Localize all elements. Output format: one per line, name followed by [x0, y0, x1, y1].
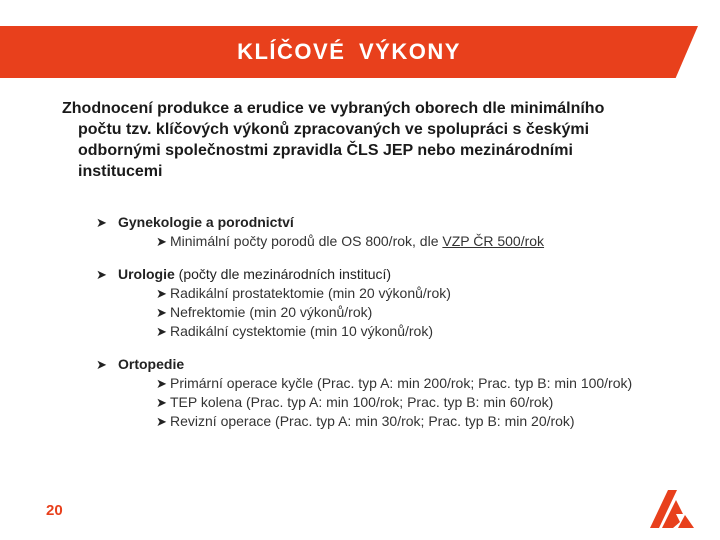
list-item-text: Revizní operace (Prac. typ A: min 30/rok; Prac. typ B: min 20/rok)	[170, 413, 575, 429]
sections-list	[96, 213, 696, 445]
section-note: (počty dle mezinárodních institucí)	[174, 266, 392, 282]
arrow-bullet-icon: ➤	[156, 286, 167, 301]
list-item-text: Radikální cystektomie (min 10 výkonů/rok)	[170, 323, 433, 339]
list-item-text: Primární operace kyčle (Prac. typ A: min 200/rok; Prac. typ B: min 100/rok)	[170, 375, 633, 391]
section-name: Ortopedie	[118, 356, 185, 372]
section-ortopedie	[96, 355, 696, 431]
section-heading	[96, 213, 696, 232]
list-item-text: Minimální počty porodů dle OS 800/rok, dle	[170, 233, 443, 249]
intro-paragraph: Zhodnocení produkce a erudice ve vybraných oborech dle minimálního počtu tzv. klíčových výkonů zpracovaných ve spolupráci s českými odbornými společnostmi zpravidla ČLS JEP nebo mezinárodními institucemi	[62, 100, 605, 180]
list-item-text: Nefrektomie (min 20 výkonů/rok)	[170, 304, 373, 320]
list-item-underlined-text: VZP ČR 500/rok	[442, 233, 545, 249]
section-name: Gynekologie a porodnictví	[118, 214, 294, 230]
section-gynekologie	[96, 213, 696, 251]
arrow-bullet-icon: ➤	[156, 305, 167, 320]
arrow-bullet-icon: ➤	[156, 395, 167, 410]
arrow-bullet-icon: ➤	[156, 414, 167, 429]
section-name: Urologie	[118, 266, 175, 282]
list-item	[156, 232, 646, 251]
arrow-bullet-icon: ➤	[96, 215, 107, 230]
list-item	[156, 303, 646, 322]
list-item	[156, 322, 646, 341]
company-logo-icon	[650, 488, 694, 528]
page-number: 20	[46, 502, 63, 519]
page-title: KLÍČOVÉ VÝKONY	[237, 39, 461, 64]
list-item-text: TEP kolena (Prac. typ A: min 100/rok; Prac. typ B: min 60/rok)	[170, 394, 554, 410]
section-heading	[96, 355, 696, 374]
section-urologie	[96, 265, 696, 341]
section-heading	[96, 265, 696, 284]
arrow-bullet-icon: ➤	[156, 234, 167, 249]
list-item	[156, 374, 646, 393]
list-item-text: Radikální prostatektomie (min 20 výkonů/rok)	[170, 285, 451, 301]
arrow-bullet-icon: ➤	[96, 357, 107, 372]
arrow-bullet-icon: ➤	[156, 376, 167, 391]
arrow-bullet-icon: ➤	[96, 267, 107, 282]
list-item	[156, 412, 646, 431]
list-item	[156, 393, 646, 412]
list-item	[156, 284, 646, 303]
arrow-bullet-icon: ➤	[156, 324, 167, 339]
